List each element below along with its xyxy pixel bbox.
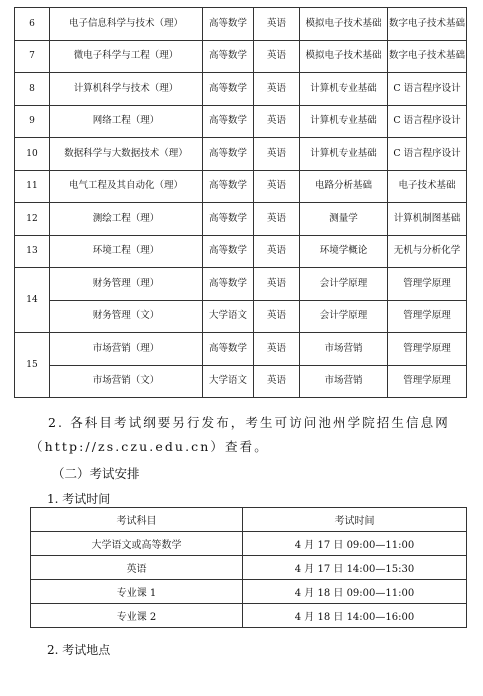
subject-cell: 英语 [254, 73, 300, 106]
major-cell: 网络工程（理） [50, 105, 203, 138]
subject-cell: 电路分析基础 [300, 170, 388, 203]
row-number: 6 [15, 8, 50, 41]
table-row [15, 235, 467, 268]
subject-cell: 无机与分析化学 [388, 235, 467, 268]
subject-cell: 电子技术基础 [388, 170, 467, 203]
exam-subject-cell: 英语 [31, 556, 243, 580]
exam-time-cell: 4 月 18 日 14:00—16:00 [243, 604, 467, 628]
exam-subject-cell: 专业课 1 [31, 580, 243, 604]
subject-table [14, 7, 467, 398]
subject-cell: 计算机专业基础 [300, 105, 388, 138]
subject-cell: 高等数学 [203, 8, 254, 41]
subject-cell: 测量学 [300, 203, 388, 236]
subject-cell: 模拟电子技术基础 [300, 40, 388, 73]
major-cell: 微电子科学与工程（理） [50, 40, 203, 73]
table-row [15, 333, 467, 366]
table-row [31, 604, 467, 628]
table-row [15, 300, 467, 333]
subject-cell: 英语 [254, 138, 300, 171]
subject-cell: 英语 [254, 105, 300, 138]
table-row [15, 40, 467, 73]
subject-cell: 管理学原理 [388, 333, 467, 366]
subject-cell: 管理学原理 [388, 365, 467, 398]
subject-cell: 数字电子技术基础 [388, 40, 467, 73]
subject-cell: 高等数学 [203, 73, 254, 106]
subject-cell: 高等数学 [203, 40, 254, 73]
table-row [31, 532, 467, 556]
table-row [31, 556, 467, 580]
exam-schedule-table [30, 507, 467, 628]
table-row [15, 8, 467, 41]
row-number: 15 [15, 333, 50, 398]
subject-cell: 数字电子技术基础 [388, 8, 467, 41]
table-header-row [31, 508, 467, 532]
subject-cell: 会计学原理 [300, 300, 388, 333]
subject-cell: 英语 [254, 203, 300, 236]
row-number: 7 [15, 40, 50, 73]
subject-cell: 高等数学 [203, 170, 254, 203]
subject-cell: 高等数学 [203, 235, 254, 268]
row-number: 14 [15, 268, 50, 333]
subject-cell: 环境学概论 [300, 235, 388, 268]
subject-cell: 高等数学 [203, 203, 254, 236]
column-header: 考试科目 [31, 508, 243, 532]
subject-cell: 高等数学 [203, 333, 254, 366]
subject-cell: 英语 [254, 235, 300, 268]
subject-cell: 英语 [254, 170, 300, 203]
subject-cell: 大学语文 [203, 365, 254, 398]
subject-cell: 模拟电子技术基础 [300, 8, 388, 41]
major-cell: 测绘工程（理） [50, 203, 203, 236]
table-row [15, 138, 467, 171]
section-heading: （二）考试安排 [52, 466, 140, 481]
row-number: 10 [15, 138, 50, 171]
exam-outline-paragraph: 2. 各科目考试纲要另行发布，考生可访问池州学院招生信息网（http://zs.czu.edu.cn）查看。 [30, 415, 450, 454]
subject-cell: 英语 [254, 333, 300, 366]
subject-cell: 计算机制图基础 [388, 203, 467, 236]
table-row [15, 365, 467, 398]
column-header: 考试时间 [243, 508, 467, 532]
table-row [15, 268, 467, 301]
major-cell: 数据科学与大数据技术（理） [50, 138, 203, 171]
major-cell: 计算机科学与技术（理） [50, 73, 203, 106]
subject-cell: 大学语文 [203, 300, 254, 333]
exam-time-cell: 4 月 18 日 09:00—11:00 [243, 580, 467, 604]
subject-cell: 高等数学 [203, 268, 254, 301]
major-cell: 市场营销（文） [50, 365, 203, 398]
subject-cell: 英语 [254, 365, 300, 398]
table-row [15, 73, 467, 106]
major-cell: 电气工程及其自动化（理） [50, 170, 203, 203]
subject-cell: 英语 [254, 40, 300, 73]
table-row [31, 580, 467, 604]
row-number: 12 [15, 203, 50, 236]
subject-cell: C 语言程序设计 [388, 73, 467, 106]
exam-time-cell: 4 月 17 日 14:00—15:30 [243, 556, 467, 580]
subject-cell: 英语 [254, 8, 300, 41]
row-number: 9 [15, 105, 50, 138]
exam-time-cell: 4 月 17 日 09:00—11:00 [243, 532, 467, 556]
major-cell: 环境工程（理） [50, 235, 203, 268]
exam-subject-cell: 专业课 2 [31, 604, 243, 628]
table-row [15, 203, 467, 236]
subject-cell: C 语言程序设计 [388, 138, 467, 171]
subject-cell: 管理学原理 [388, 268, 467, 301]
subject-cell: 市场营销 [300, 365, 388, 398]
row-number: 11 [15, 170, 50, 203]
row-number: 13 [15, 235, 50, 268]
row-number: 8 [15, 73, 50, 106]
major-cell: 财务管理（文） [50, 300, 203, 333]
exam-time-heading: 1. 考试时间 [47, 492, 111, 506]
subject-cell: 英语 [254, 300, 300, 333]
major-cell: 电子信息科学与技术（理） [50, 8, 203, 41]
table-row [15, 105, 467, 138]
table-row [15, 170, 467, 203]
subject-cell: 高等数学 [203, 105, 254, 138]
subject-cell: 计算机专业基础 [300, 73, 388, 106]
subject-cell: 英语 [254, 268, 300, 301]
subject-cell: 会计学原理 [300, 268, 388, 301]
subject-cell: 市场营销 [300, 333, 388, 366]
subject-cell: 计算机专业基础 [300, 138, 388, 171]
major-cell: 市场营销（理） [50, 333, 203, 366]
exam-place-heading: 2. 考试地点 [47, 643, 111, 657]
subject-cell: C 语言程序设计 [388, 105, 467, 138]
subject-cell: 管理学原理 [388, 300, 467, 333]
subject-cell: 高等数学 [203, 138, 254, 171]
major-cell: 财务管理（理） [50, 268, 203, 301]
exam-subject-cell: 大学语文或高等数学 [31, 532, 243, 556]
